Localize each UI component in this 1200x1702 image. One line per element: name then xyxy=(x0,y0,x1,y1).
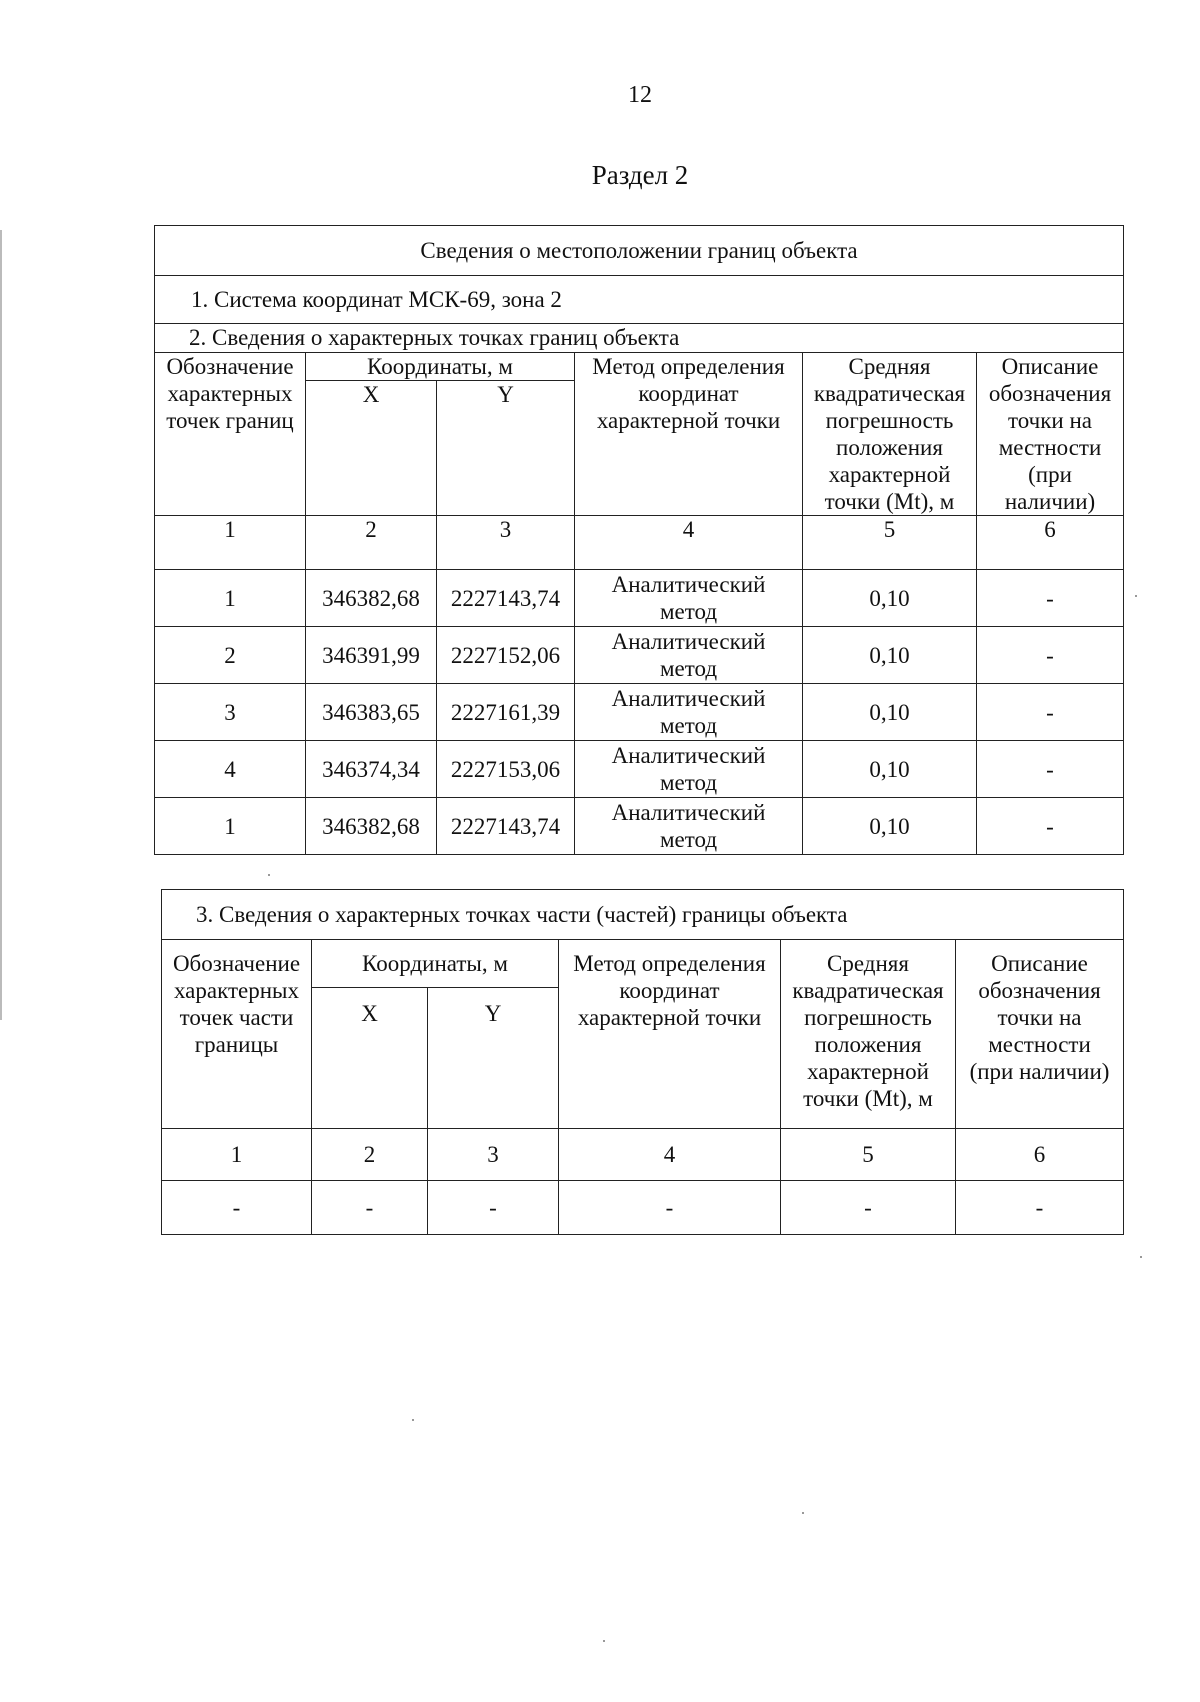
scan-edge-line xyxy=(0,230,2,1020)
header-error: Средняя квадратическая погрешность положения характерной точки (Mt), м xyxy=(803,353,977,516)
method: Аналитический метод xyxy=(575,570,803,627)
coord-x: 346382,68 xyxy=(306,798,437,855)
page-number: 12 xyxy=(628,82,652,108)
col-number: 5 xyxy=(781,1129,956,1181)
table-row xyxy=(162,1181,1124,1235)
col-number: 4 xyxy=(575,516,803,570)
error: 0,10 xyxy=(803,798,977,855)
method: Аналитический метод xyxy=(575,627,803,684)
coord-y: 2227152,06 xyxy=(437,627,575,684)
coord-x: - xyxy=(312,1181,428,1235)
error: 0,10 xyxy=(803,570,977,627)
point-id: - xyxy=(162,1181,312,1235)
coord-x: 346391,99 xyxy=(306,627,437,684)
header-error: Средняя квадратическая погрешность положения характерной точки (Mt), м xyxy=(781,940,956,1129)
col-number: 6 xyxy=(977,516,1124,570)
coord-y: 2227161,39 xyxy=(437,684,575,741)
col-number: 2 xyxy=(312,1129,428,1181)
description: - xyxy=(977,741,1124,798)
table-row xyxy=(155,684,1124,741)
col-number: 3 xyxy=(428,1129,559,1181)
boundary-table xyxy=(154,225,1124,855)
header-y: Y xyxy=(428,988,559,1129)
table-row xyxy=(155,741,1124,798)
method: Аналитический метод xyxy=(575,798,803,855)
col-number: 5 xyxy=(803,516,977,570)
col-number: 3 xyxy=(437,516,575,570)
coord-x: 346374,34 xyxy=(306,741,437,798)
table-title: Сведения о местоположении границ объекта xyxy=(155,226,1124,276)
col-number: 4 xyxy=(559,1129,781,1181)
method: - xyxy=(559,1181,781,1235)
coordinate-system: 1. Система координат МСК-69, зона 2 xyxy=(155,276,1124,324)
scan-speck xyxy=(1140,1256,1142,1258)
section-title: Раздел 2 xyxy=(591,160,689,190)
point-id: 1 xyxy=(155,798,306,855)
header-x: X xyxy=(312,988,428,1129)
header-designation: Обозначение характерных точек границ xyxy=(155,353,306,516)
col-number: 1 xyxy=(162,1129,312,1181)
header-y: Y xyxy=(437,381,575,516)
col-number: 1 xyxy=(155,516,306,570)
part-boundary-table xyxy=(161,889,1124,1235)
scan-speck xyxy=(802,1512,804,1514)
description: - xyxy=(956,1181,1124,1235)
error: 0,10 xyxy=(803,627,977,684)
method: Аналитический метод xyxy=(575,741,803,798)
coord-y: - xyxy=(428,1181,559,1235)
scan-speck xyxy=(412,1419,414,1421)
header-description: Описание обозначения точки на местности (при наличии) xyxy=(977,353,1124,516)
error: 0,10 xyxy=(803,741,977,798)
point-id: 3 xyxy=(155,684,306,741)
method: Аналитический метод xyxy=(575,684,803,741)
description: - xyxy=(977,684,1124,741)
description: - xyxy=(977,798,1124,855)
error: 0,10 xyxy=(803,684,977,741)
header-x: X xyxy=(306,381,437,516)
header-coordinates: Координаты, м xyxy=(306,353,575,381)
part-points-caption: 3. Сведения о характерных точках части (частей) границы объекта xyxy=(162,890,1124,940)
description: - xyxy=(977,570,1124,627)
header-method: Метод определения координат характерной точки xyxy=(559,940,781,1129)
point-id: 4 xyxy=(155,741,306,798)
header-coordinates: Координаты, м xyxy=(312,940,559,988)
table-row xyxy=(155,570,1124,627)
coord-y: 2227153,06 xyxy=(437,741,575,798)
table-row xyxy=(155,627,1124,684)
error: - xyxy=(781,1181,956,1235)
col-number: 2 xyxy=(306,516,437,570)
points-caption: 2. Сведения о характерных точках границ объекта xyxy=(155,324,1124,353)
coord-x: 346383,65 xyxy=(306,684,437,741)
description: - xyxy=(977,627,1124,684)
point-id: 1 xyxy=(155,570,306,627)
coord-x: 346382,68 xyxy=(306,570,437,627)
header-description: Описание обозначения точки на местности (при наличии) xyxy=(956,940,1124,1129)
point-id: 2 xyxy=(155,627,306,684)
coord-y: 2227143,74 xyxy=(437,570,575,627)
scan-speck xyxy=(268,874,270,876)
coord-y: 2227143,74 xyxy=(437,798,575,855)
scan-speck xyxy=(603,1640,605,1642)
scan-speck xyxy=(1135,595,1137,597)
col-number: 6 xyxy=(956,1129,1124,1181)
table-row xyxy=(155,798,1124,855)
header-designation: Обозначение характерных точек части границы xyxy=(162,940,312,1129)
header-method: Метод определения координат характерной точки xyxy=(575,353,803,516)
